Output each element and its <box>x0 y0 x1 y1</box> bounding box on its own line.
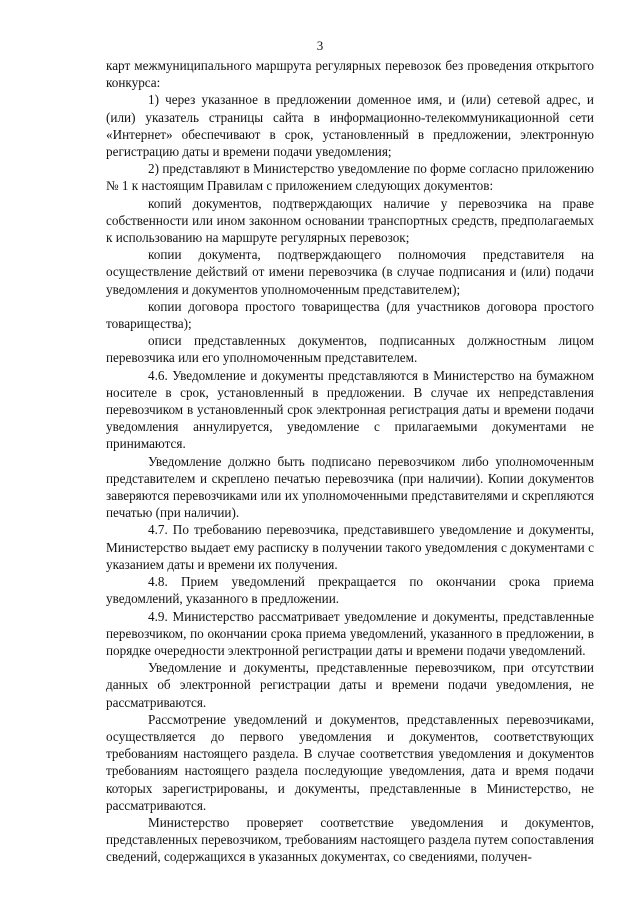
body-text <box>106 57 594 866</box>
page-number: 3 <box>316 38 324 53</box>
paragraph: Уведомление и документы, представленные перевозчиком, при отсутствии данных об электронной регистрации даты и времени подачи уведомления, не рассматриваются. <box>106 660 594 710</box>
paragraph: 2) представляют в Министерство уведомление по форме согласно приложению № 1 к настоящим Правилам с приложением следующих документов: <box>106 161 594 194</box>
paragraph: Уведомление должно быть подписано перевозчиком либо уполномоченным представителем и скреплено печатью перевозчика (при наличии). Копии документов заверяются перевозчиками или их уполномоченными представителями и скрепляются печатью (при наличии). <box>106 453 594 521</box>
paragraph: 4.9. Министерство рассматривает уведомление и документы, представленные перевозчиком, по окончании срока приема уведомлений, указанного в предложении, в порядке очередности электронной регистрации даты и времени подачи уведомлений. <box>106 608 594 658</box>
paragraph: 1) через указанное в предложении доменное имя, и (или) сетевой адрес, и (или) указатель страницы сайта в информационно-телекоммуникационной сети «Интернет» обеспечивают в срок, установленный в предложении, электронную регистрацию даты и времени подачи уведомления; <box>106 92 594 160</box>
paragraph: копий документов, подтверждающих наличие у перевозчика на праве собственности или ином законном основании транспортных средств, предполагаемых к использованию на маршруте регулярных перевозок; <box>106 195 594 246</box>
paragraph: Министерство проверяет соответствие уведомления и документов, представленных перевозчиком, требованиям настоящего раздела путем сопоставления сведений, содержащихся в указанных документах, со сведениями, получен- <box>106 814 594 865</box>
paragraph: копии договора простого товарищества (для участников договора простого товарищества); <box>106 298 594 332</box>
paragraph: копии документа, подтверждающего полномочия представителя на осуществление действий от имени перевозчика (в случае подписания и (или) подачи уведомления и документов уполномоченным представителем); <box>106 247 594 297</box>
paragraph: 4.6. Уведомление и документы представляются в Министерство на бумажном носителе в срок, установленный в предложении. В случае их непредставления перевозчиком в установленный срок электронная регистрация даты и времени подачи уведомления аннулируется, уведомление с прилагаемыми документами не принимаются. <box>106 367 594 452</box>
paragraph: карт межмуниципального маршрута регулярных перевозок без проведения открытого конкурса: <box>106 58 594 91</box>
paragraph: 4.8. Прием уведомлений прекращается по окончании срока приема уведомлений, указанного в предложении. <box>106 574 594 607</box>
paragraph: 4.7. По требованию перевозчика, представившего уведомление и документы, Министерство выдает ему расписку в получении такого уведомления с документами с указанием даты и времени их получения. <box>106 522 594 572</box>
paragraph: Рассмотрение уведомлений и документов, представленных перевозчиками, осуществляется до первого уведомления и документов, соответствующих требованиям настоящего раздела. В случае соответствия уведомления и документов требованиям настоящего раздела последующие уведомления, дата и время подачи которых зарегистрированы, и документы, представленные в Министерство, не рассматриваются. <box>106 711 594 813</box>
paragraph: описи представленных документов, подписанных должностным лицом перевозчика или его уполномоченным представителем. <box>106 333 594 366</box>
